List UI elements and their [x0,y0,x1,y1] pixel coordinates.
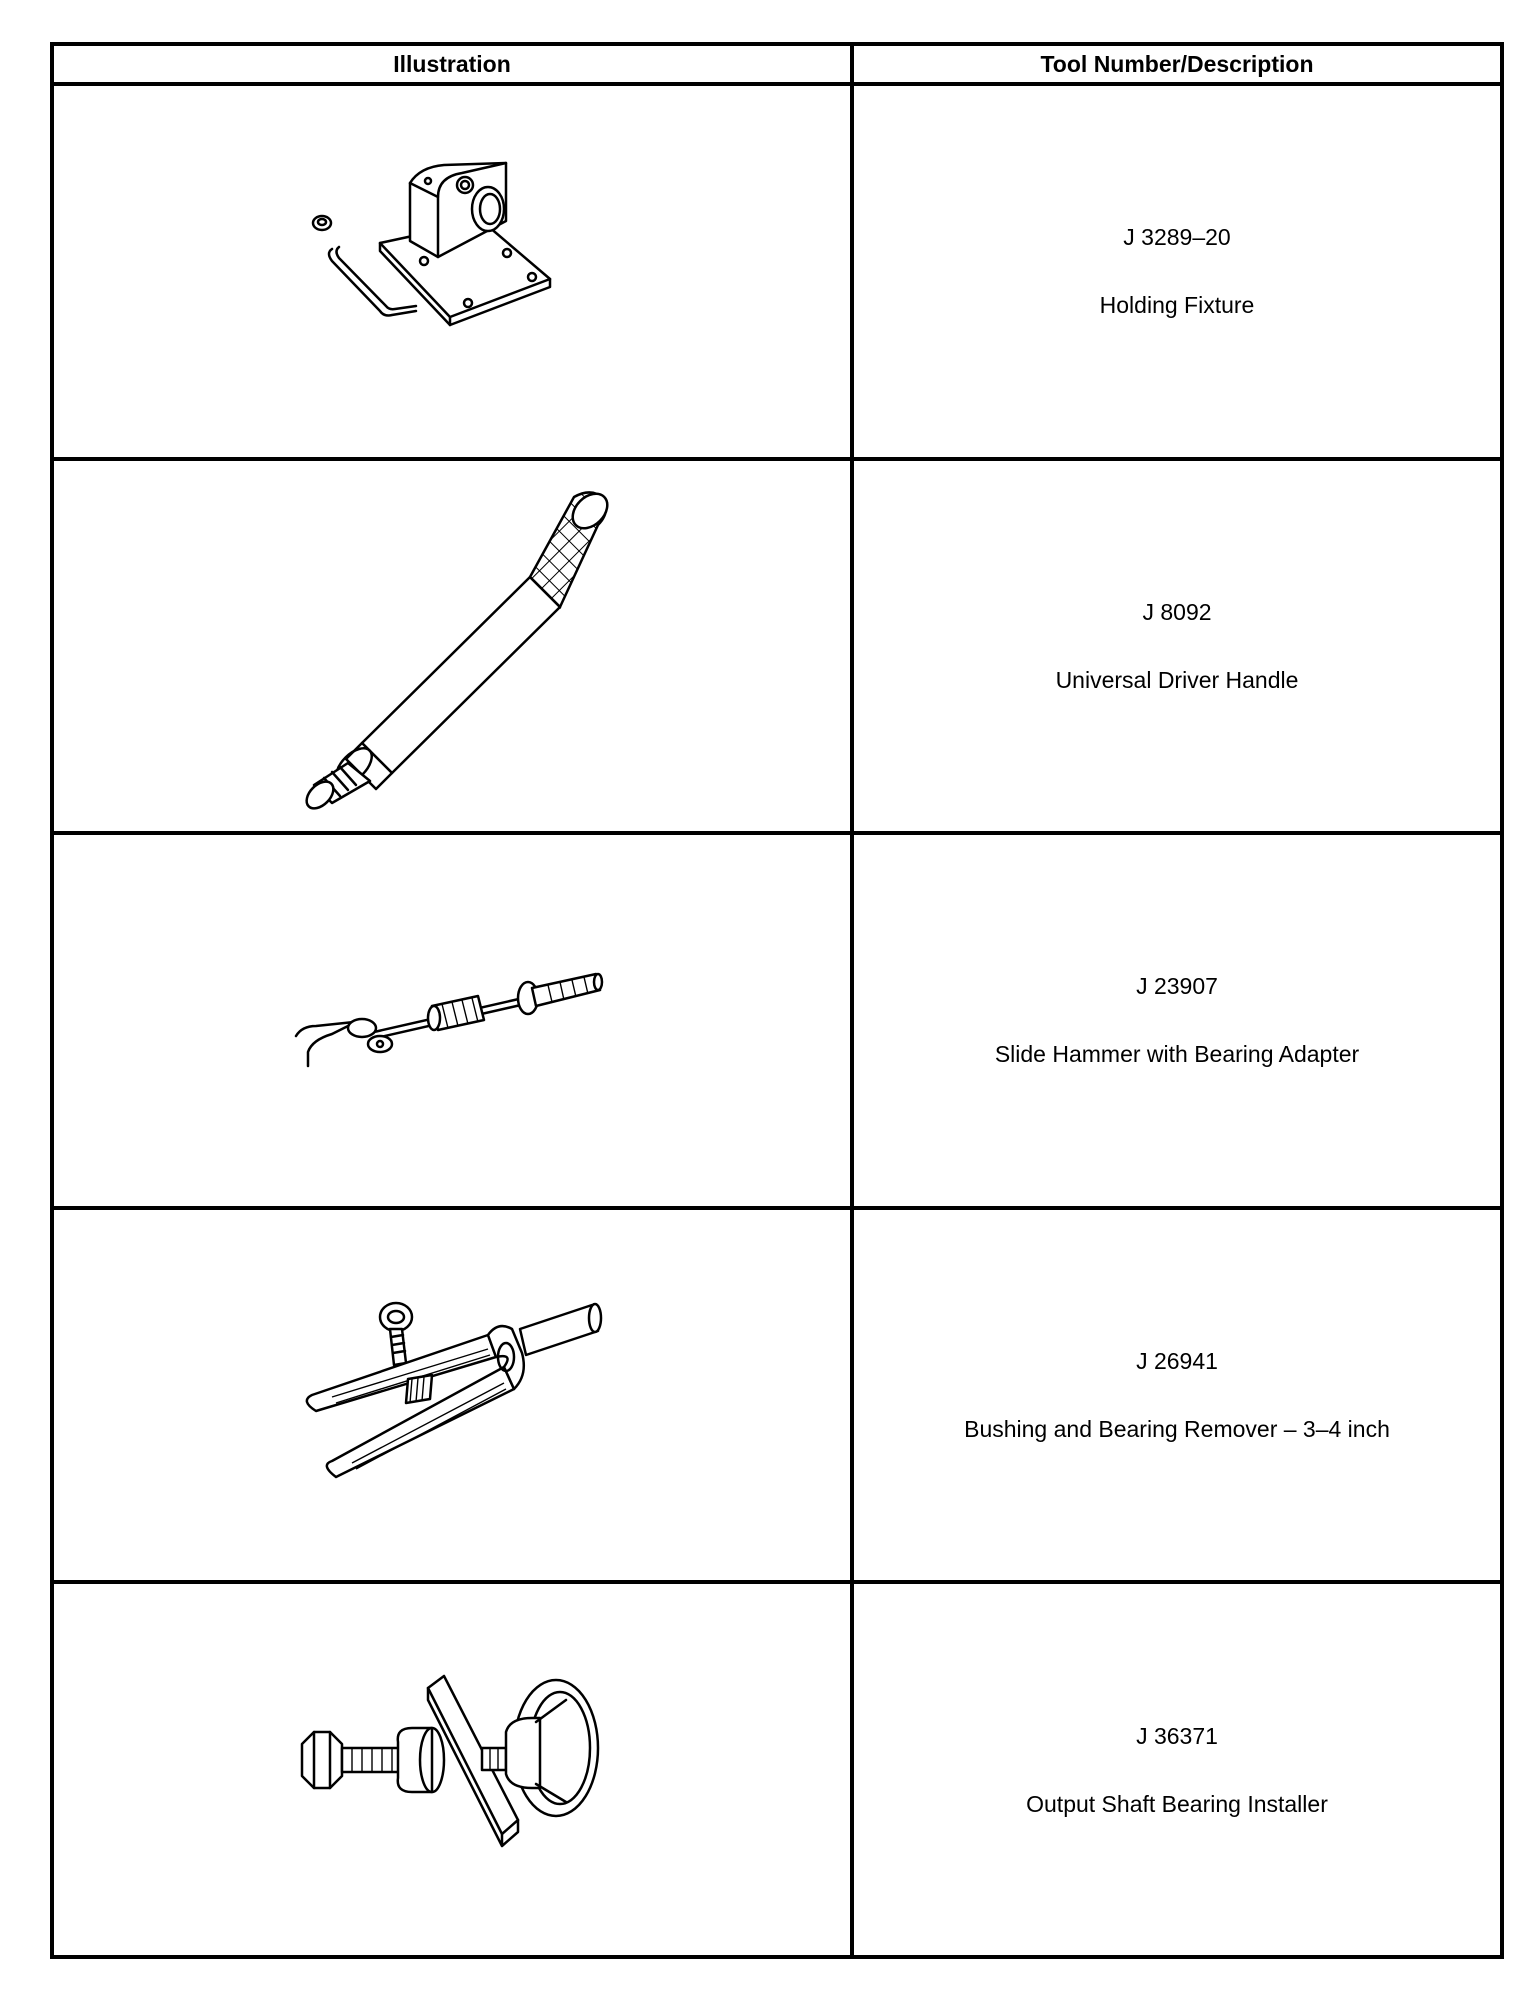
header-illustration: Illustration [52,44,852,84]
tool-description: Output Shaft Bearing Installer [1026,1790,1328,1817]
slide-hammer-icon [292,960,612,1080]
tool-number: J 36371 [1136,1722,1218,1749]
table-row [52,1582,1502,1957]
description-cell [852,833,1502,1208]
tool-number: J 8092 [1142,598,1212,625]
tool-description: Holding Fixture [1099,292,1255,319]
table-header-row [52,44,1502,84]
tool-description: Bushing and Bearing Remover – 3–4 inch [964,1416,1390,1443]
tool-number: J 23907 [1136,973,1218,1000]
table-row [52,84,1502,459]
illustration-cell [52,1208,852,1583]
description-cell [852,84,1502,459]
tool-number: J 3289–20 [1123,224,1231,251]
holding-fixture-icon [292,161,612,381]
tool-number: J 26941 [1136,1348,1218,1375]
description-cell [852,1582,1502,1957]
illustration-cell [52,833,852,1208]
output-shaft-bearing-installer-icon [292,1670,612,1870]
universal-driver-handle-icon [292,481,612,811]
tool-description: Universal Driver Handle [1055,666,1299,693]
table-row [52,833,1502,1208]
bushing-bearing-remover-icon [292,1295,612,1495]
special-tools-table [50,42,1504,1959]
illustration-cell [52,84,852,459]
illustration-cell [52,459,852,834]
description-cell [852,1208,1502,1583]
table-row [52,1208,1502,1583]
header-tool-number-description: Tool Number/Description [852,44,1502,84]
description-cell [852,459,1502,834]
table-row [52,459,1502,834]
tool-description: Slide Hammer with Bearing Adapter [994,1041,1360,1068]
illustration-cell [52,1582,852,1957]
